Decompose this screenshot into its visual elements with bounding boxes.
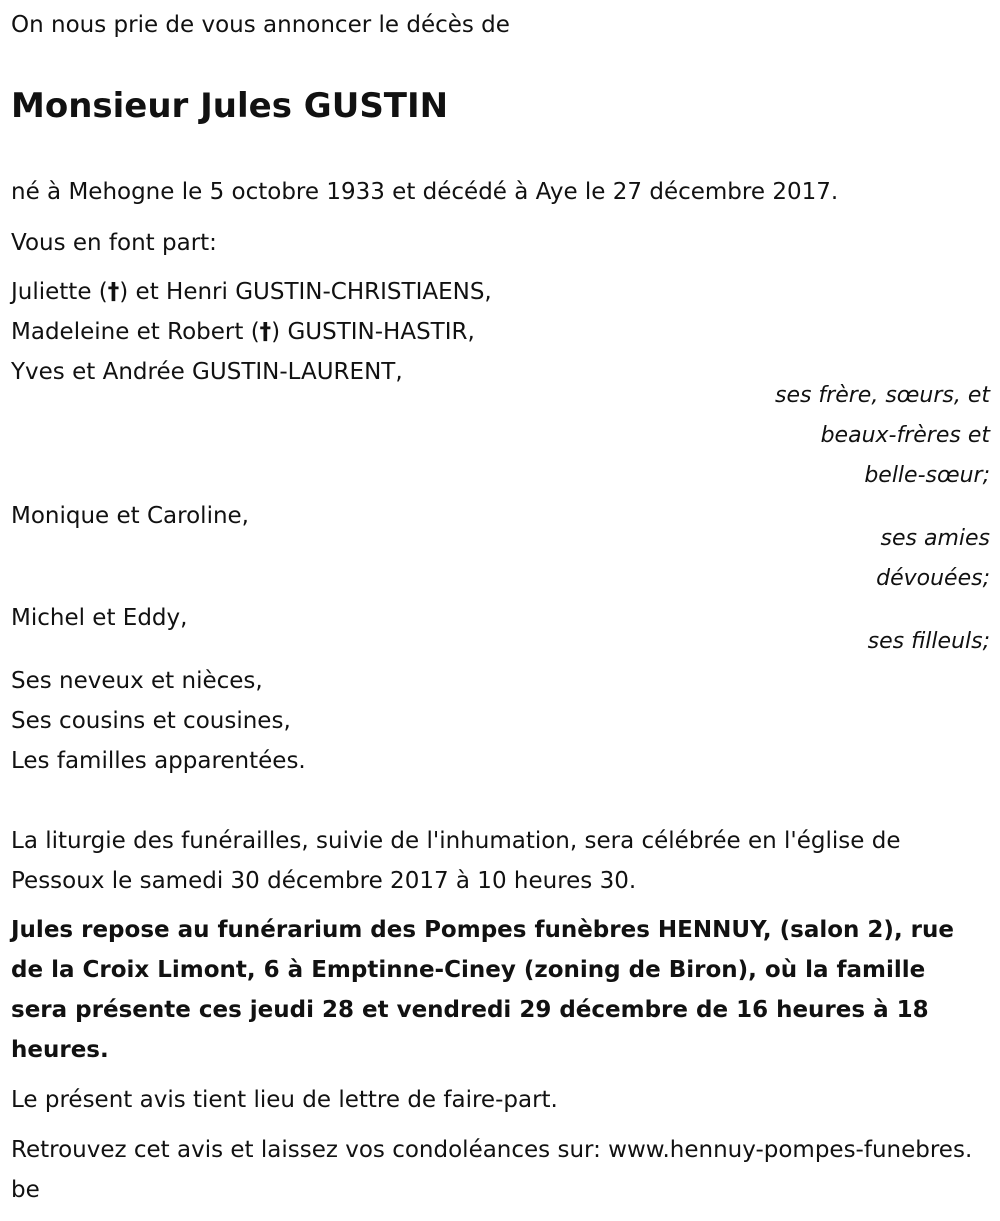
condolences-text: Retrouvez cet avis et laissez vos condoléances sur: www.hennuy-pompes-funebres.be: [11, 1137, 973, 1203]
siblings-relation-1: ses frère, sœurs, et: [774, 383, 990, 408]
others-line-3: Les familles apparentées.: [11, 748, 306, 774]
sibling-line-2-before: Madeleine et Robert (: [11, 319, 260, 345]
liturgy-paragraph: La liturgie des funérailles, suivie de l'inhumation, sera célébrée en l'église de Pessoux le samedi 30 décembre 2017 à 10 heures 30.: [11, 828, 901, 894]
others-line-2: Ses cousins et cousines,: [11, 708, 291, 734]
intro-text: On nous prie de vous annoncer le décès de: [11, 12, 510, 38]
godchildren-relation: ses filleuls;: [867, 629, 990, 654]
sibling-line-2: [11, 312, 475, 352]
cross-icon: †: [259, 319, 272, 345]
sibling-line-1: [11, 272, 492, 312]
share-intro-text: Vous en font part:: [11, 230, 217, 256]
godchildren-text: Michel et Eddy,: [11, 605, 188, 631]
siblings-relation-2: beaux-frères et: [820, 423, 990, 448]
cross-icon: †: [107, 279, 120, 305]
sibling-line-3-before: Yves et Andrée GUSTIN-LAURENT,: [11, 359, 403, 385]
friends-relation-1: ses amies: [880, 526, 990, 551]
sibling-line-1-after: ) et Henri GUSTIN-CHRISTIAENS,: [119, 279, 492, 305]
friends-relation-2: dévouées;: [876, 566, 990, 591]
sibling-line-1-before: Juliette (: [11, 279, 108, 305]
funeral-home-paragraph: Jules repose au funérarium des Pompes funèbres HENNUY, (salon 2), rue de la Croix Limont, 6 à Emptinne-Ciney (zoning de Biron), où la famille sera présente ces jeudi 28 et vendredi 29 décembre de 16 heures à 18 heures.: [11, 917, 954, 1063]
deceased-name: Monsieur Jules GUSTIN: [11, 86, 449, 126]
birth-death-text: né à Mehogne le 5 octobre 1933 et décédé à Aye le 27 décembre 2017.: [11, 179, 839, 205]
siblings-relation-3: belle-sœur;: [864, 463, 990, 488]
others-line-1: Ses neveux et nièces,: [11, 668, 263, 694]
sibling-line-2-after: ) GUSTIN-HASTIR,: [271, 319, 475, 345]
sibling-line-3: [11, 352, 403, 392]
notice-text: Le présent avis tient lieu de lettre de faire-part.: [11, 1087, 558, 1113]
friends-text: Monique et Caroline,: [11, 503, 249, 529]
